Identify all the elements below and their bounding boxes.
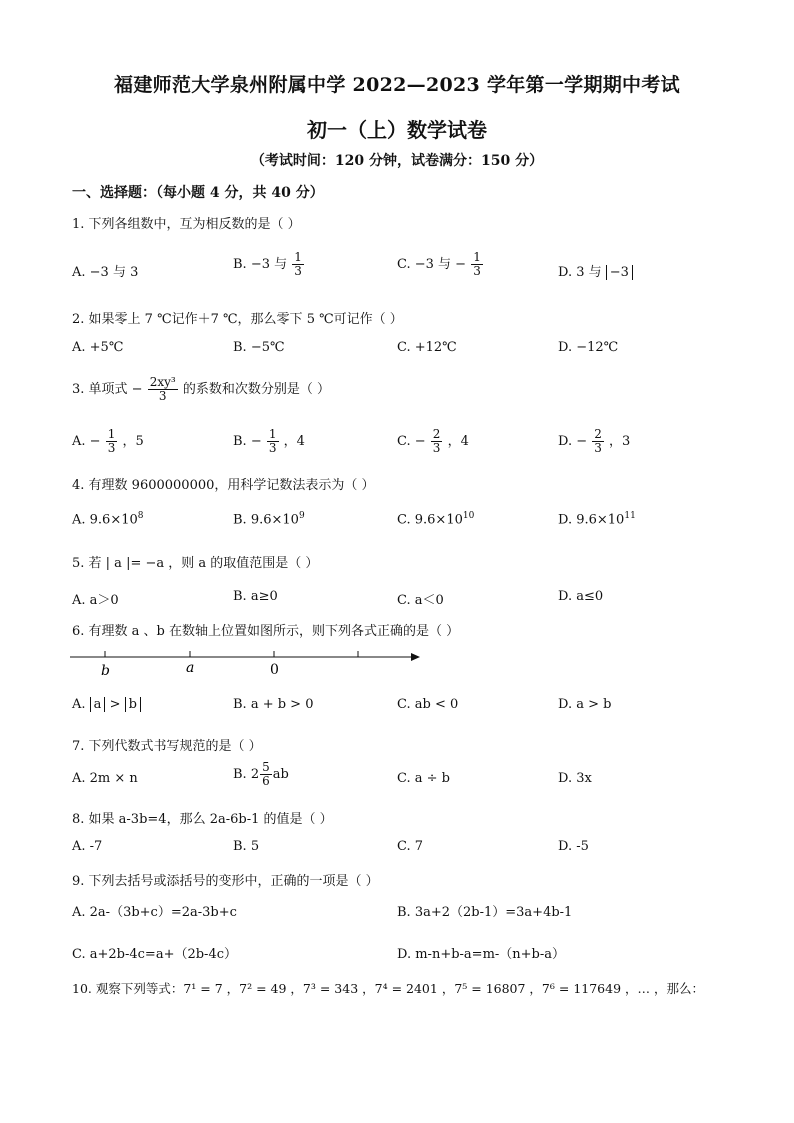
question-10-stem: 10. 观察下列等式：7¹ = 7 ，7² = 49 ，7³ = 343 ，7⁴ = 2401 ，7⁵ = 16807 ，7⁶ = 117649 ，… ，那么： — [72, 981, 704, 996]
absolute-value: b — [125, 697, 141, 712]
question-1-option-b: B. −3 与 $\frac{1}{3}$ — [233, 250, 302, 278]
question-5-stem: 5. 若 | a |= −a ，则 a 的取值范围是（ ） — [72, 556, 319, 571]
question-2-option-d: D. −12℃ — [558, 340, 619, 355]
fraction: $\frac{2}{3}$ — [432, 427, 441, 455]
question-8-option-d: D. -5 — [558, 839, 589, 854]
number-line-arrow — [411, 653, 420, 661]
question-1-option-c: C. −3 与 − $\frac{1}{3}$ — [397, 250, 481, 278]
question-6-option-b: B. a + b > 0 — [233, 697, 314, 712]
question-4-option-d: D. $9.6\times 10^{11}$ — [558, 511, 636, 528]
question-6-option-a: A. a > b — [72, 697, 141, 712]
question-3-option-b: B. − $\frac{1}{3}$ ，4 — [233, 427, 305, 455]
question-6-option-d: D. a > b — [558, 697, 612, 712]
school-title: 福建师范大学泉州附属中学 2022—2023 学年第一学期期中考试 — [114, 74, 680, 96]
question-8-option-b: B. 5 — [233, 839, 260, 854]
question-4-option-c: C. $9.6\times 10^{10}$ — [397, 511, 475, 528]
fraction: $\frac{1}{3}$ — [294, 250, 302, 278]
fraction: $\frac{1}{3}$ — [473, 250, 481, 278]
question-8-stem: 8. 如果 a-3b=4，那么 2a-6b-1 的值是（ ） — [72, 812, 333, 827]
fraction: $\frac{2}{3}$ — [594, 427, 602, 455]
question-3-stem: 3. 单项式 − $\frac{\text{2xy³}}{3}$ 的系数和次数分别是（ ） — [72, 375, 330, 403]
question-5-option-b: B. a≥0 — [233, 589, 278, 604]
question-9-option-d: D. m-n+b-a=m-（n+b-a） — [397, 947, 566, 962]
fraction: $\frac{1}{3}$ — [268, 427, 277, 455]
question-2-option-a: A. +5℃ — [72, 340, 124, 355]
question-7-option-d: D. 3x — [558, 771, 592, 786]
question-5-option-d: D. a≤0 — [558, 589, 604, 604]
absolute-value: a — [90, 697, 106, 712]
question-3-option-d: D. − $\frac{2}{3}$ ，3 — [558, 427, 631, 455]
exam-info: （考试时间：120 分钟，试卷满分：150 分） — [250, 153, 544, 169]
question-9-stem: 9. 下列去括号或添括号的变形中，正确的一项是（ ） — [72, 874, 379, 889]
question-9-option-b: B. 3a+2（2b-1）=3a+4b-1 — [397, 905, 573, 920]
question-1-option-d: D. 3 与 −3 — [558, 261, 633, 280]
label-b: b — [101, 663, 110, 679]
question-4-option-a: A. $9.6\times 10^8$ — [72, 511, 144, 528]
question-3-option-c: C. − $\frac{2}{3}$ ，4 — [397, 427, 469, 455]
question-4-stem: 4. 有理数 9600000000，用科学记数法表示为（ ） — [72, 478, 375, 493]
question-7-option-c: C. a ÷ b — [397, 771, 450, 786]
question-5-option-c: C. a＜0 — [397, 593, 444, 608]
question-7-option-b: B. 2 $\frac{5}{6}$ ab — [233, 760, 289, 788]
question-2-option-b: B. −5℃ — [233, 340, 285, 355]
question-2-option-c: C. +12℃ — [397, 340, 457, 355]
section-heading: 一、选择题：（每小题 4 分，共 40 分） — [72, 185, 324, 201]
question-8-option-c: C. 7 — [397, 839, 424, 854]
question-2-stem: 2. 如果零上 7 ℃记作＋7 ℃，那么零下 5 ℃可记作（ ） — [72, 312, 403, 327]
question-3-option-a: A. − $\frac{1}{3}$ ，5 — [72, 427, 144, 455]
number-line-figure — [68, 644, 428, 680]
absolute-value: −3 — [606, 265, 633, 280]
label-0: 0 — [270, 662, 279, 678]
question-5-option-a: A. a＞0 — [72, 593, 119, 608]
label-a: a — [186, 660, 195, 676]
question-7-option-a: A. 2m × n — [72, 771, 138, 786]
question-6-stem: 6. 有理数 a 、b 在数轴上位置如图所示，则下列各式正确的是（ ） — [72, 624, 460, 639]
fraction: $\frac{\text{2xy³}}{3}$ — [149, 375, 176, 403]
fraction: $\frac{5}{6}$ — [262, 760, 270, 788]
question-8-option-a: A. -7 — [72, 839, 103, 854]
question-6-option-c: C. ab < 0 — [397, 697, 459, 712]
question-4-option-b: B. $9.6\times 10^9$ — [233, 511, 305, 528]
question-7-stem: 7. 下列代数式书写规范的是（ ） — [72, 739, 262, 754]
question-9-option-c: C. a+2b-4c=a+（2b-4c） — [72, 947, 238, 962]
question-1-stem: 1. 下列各组数中，互为相反数的是（ ） — [72, 217, 301, 232]
question-1-option-a: A. −3 与 3 — [72, 265, 139, 280]
question-9-option-a: A. 2a-（3b+c）=2a-3b+c — [72, 905, 237, 920]
paper-title: 初一（上）数学试卷 — [307, 118, 487, 142]
fraction: $\frac{1}{3}$ — [107, 427, 116, 455]
